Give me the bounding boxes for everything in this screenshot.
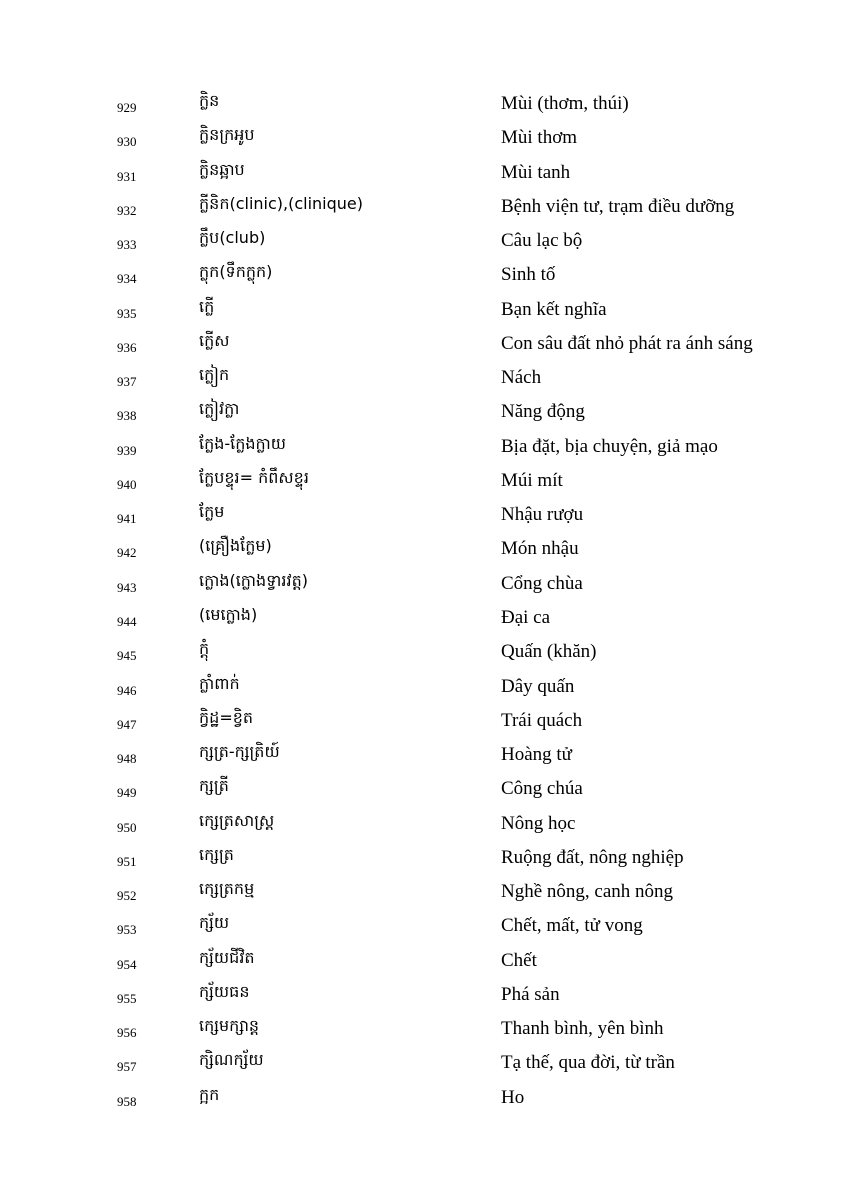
dictionary-entry (0, 497, 848, 531)
khmer-term: ក្លៀវក្លា (199, 399, 240, 419)
khmer-term: ក្តុំ (199, 639, 210, 659)
khmer-term: ក្សិណក្ស័យ (199, 1050, 264, 1070)
vietnamese-translation: Cổng chùa (501, 572, 583, 594)
entry-number: 950 (117, 819, 137, 835)
khmer-term: (គ្រឿងក្លែម) (199, 536, 272, 556)
entry-number: 933 (117, 237, 137, 253)
entry-number: 929 (117, 100, 137, 115)
entry-number: 932 (117, 202, 137, 218)
entry-number: 954 (117, 956, 137, 972)
khmer-term: ក្លឹប(club) (199, 228, 266, 248)
khmer-term: ក្លុក(ទឹកក្លុក) (199, 262, 273, 282)
dictionary-entry (0, 771, 848, 805)
vietnamese-translation: Sinh tố (501, 264, 556, 286)
vietnamese-translation: Bịa đặt, bịa chuyện, giả mạo (501, 435, 718, 457)
khmer-term: ក្លិនក្រអូប (199, 125, 255, 145)
khmer-term: ក្លែង-ក្លែងក្លាយ (199, 433, 287, 453)
dictionary-entry (0, 874, 848, 908)
vietnamese-translation: Quấn (khăn) (501, 641, 597, 663)
entry-number: 943 (117, 579, 137, 595)
vietnamese-translation: Chết (501, 949, 537, 971)
entry-number: 946 (117, 682, 137, 698)
vietnamese-translation: Nhậu rượu (501, 504, 584, 526)
dictionary-entry (0, 943, 848, 977)
khmer-term: ក្លិនឆ្អាប (199, 159, 245, 179)
entry-number: 945 (117, 648, 137, 664)
entry-list (0, 86, 848, 1114)
entry-number: 947 (117, 716, 137, 732)
entry-number: 930 (117, 134, 137, 150)
khmer-term: ក្លាំពាក់ (199, 673, 240, 693)
dictionary-entry (0, 463, 848, 497)
entry-number: 956 (117, 1025, 137, 1041)
vietnamese-translation: Nông học (501, 812, 576, 834)
entry-number: 953 (117, 922, 137, 938)
entry-number: 949 (117, 785, 137, 801)
dictionary-entry (0, 326, 848, 360)
vietnamese-translation: Hoàng tử (501, 744, 572, 766)
entry-number: 931 (117, 168, 137, 184)
dictionary-entry (0, 189, 848, 223)
dictionary-entry (0, 394, 848, 428)
entry-number: 951 (117, 853, 137, 869)
entry-number: 936 (117, 339, 137, 355)
entry-number: 957 (117, 1059, 137, 1075)
khmer-term: ក្ស័យធន (199, 981, 250, 1001)
entry-number: 942 (117, 545, 137, 561)
dictionary-entry (0, 223, 848, 257)
vietnamese-translation: Mùi thơm (501, 127, 578, 149)
khmer-term: ក្លែបខ្ទុរ= កំពឹសខ្ទុរ (199, 467, 309, 487)
entry-number: 935 (117, 305, 137, 321)
vietnamese-translation: Câu lạc bộ (501, 230, 583, 252)
vietnamese-translation: Món nhậu (501, 538, 579, 560)
dictionary-entry (0, 1011, 848, 1045)
vietnamese-translation: Nghề nông, canh nông (501, 881, 674, 903)
dictionary-entry (0, 429, 848, 463)
khmer-term: ក្លិន (199, 91, 220, 110)
dictionary-entry (0, 257, 848, 291)
entry-number: 937 (117, 374, 137, 390)
vietnamese-translation: Thanh bình, yên bình (501, 1018, 664, 1040)
dictionary-entry (0, 840, 848, 874)
khmer-term: ក្លោង(ក្លោងទ្វារវត្ត) (199, 570, 308, 590)
dictionary-entry (0, 566, 848, 600)
dictionary-entry (0, 977, 848, 1011)
dictionary-entry (0, 908, 848, 942)
dictionary-entry (0, 600, 848, 634)
dictionary-entry (0, 1080, 848, 1114)
vietnamese-translation: Công chúa (501, 778, 583, 800)
vietnamese-translation: Dây quấn (501, 675, 575, 697)
entry-number: 955 (117, 990, 137, 1006)
entry-number: 944 (117, 613, 137, 629)
vietnamese-translation: Bệnh viện tư, trạm điều dưỡng (501, 195, 735, 217)
khmer-term: ក្លៀក (199, 365, 230, 385)
khmer-term: ក្ស័យជីវិត (199, 947, 255, 967)
vietnamese-translation: Phá sản (501, 983, 560, 1005)
khmer-term: ក្លើ (199, 296, 215, 316)
vietnamese-translation: Ruộng đất, nông nghiệp (501, 846, 684, 868)
khmer-term: ក្វិដ្ឋ=ខ្វិត (199, 707, 254, 727)
vietnamese-translation: Mùi (thơm, thúi) (501, 93, 629, 114)
khmer-term: ក្ស័យ (199, 913, 230, 933)
dictionary-entry (0, 703, 848, 737)
dictionary-entry (0, 120, 848, 154)
entry-number: 934 (117, 271, 137, 287)
dictionary-entry (0, 1045, 848, 1079)
khmer-term: ក្សេត្រ (199, 844, 234, 864)
khmer-term: ក្សេមក្សាន្ត (199, 1016, 260, 1036)
dictionary-entry (0, 86, 848, 120)
entry-number: 952 (117, 888, 137, 904)
vietnamese-translation: Múi mít (501, 469, 563, 491)
vietnamese-translation: Con sâu đất nhỏ phát ra ánh sáng (501, 332, 753, 354)
khmer-term: ក្សត្រ-ក្សត្រិយ៍ (199, 742, 280, 762)
khmer-term: ក្លីនិក(clinic),(clinique) (199, 193, 364, 213)
dictionary-entry (0, 669, 848, 703)
khmer-term: ក្សត្រី (199, 776, 229, 796)
entry-number: 939 (117, 442, 137, 458)
vietnamese-translation: Năng động (501, 401, 585, 423)
entry-number: 940 (117, 476, 137, 492)
vietnamese-translation: Nách (501, 367, 542, 389)
entry-number: 941 (117, 511, 137, 527)
vietnamese-translation: Bạn kết nghĩa (501, 298, 607, 320)
vietnamese-translation: Tạ thế, qua đời, từ trần (501, 1052, 675, 1074)
entry-number: 948 (117, 751, 137, 767)
vietnamese-translation: Đại ca (501, 606, 551, 628)
khmer-term: ក្លើស (199, 330, 230, 350)
dictionary-entry (0, 155, 848, 189)
dictionary-entry (0, 531, 848, 565)
dictionary-entry (0, 806, 848, 840)
entry-number: 958 (117, 1093, 137, 1109)
vietnamese-translation: Trái quách (501, 709, 583, 731)
entry-number: 938 (117, 408, 137, 424)
vietnamese-translation: Mùi tanh (501, 161, 571, 183)
dictionary-entry (0, 634, 848, 668)
khmer-term: ក្សេត្រកម្ម (199, 879, 255, 899)
dictionary-entry (0, 360, 848, 394)
dictionary-entry (0, 737, 848, 771)
khmer-term: ក្លែម (199, 502, 225, 522)
vietnamese-translation: Ho (501, 1086, 525, 1108)
khmer-term: ក្សេត្រសាស្ត្រ (199, 810, 275, 830)
khmer-term: (មេក្លោង) (199, 604, 258, 624)
khmer-term: ក្អក (199, 1084, 220, 1104)
vietnamese-translation: Chết, mất, tử vong (501, 915, 643, 937)
dictionary-entry (0, 292, 848, 326)
